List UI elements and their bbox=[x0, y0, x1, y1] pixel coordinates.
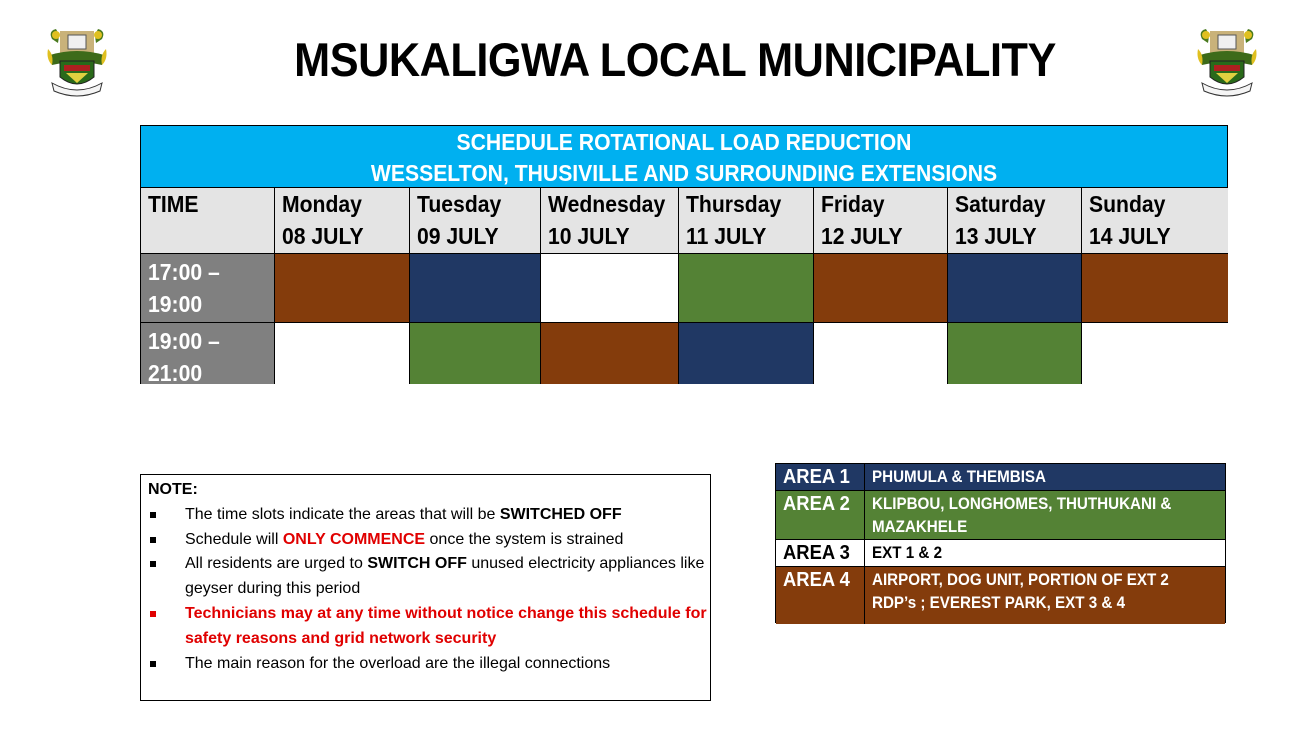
area-legend bbox=[775, 463, 1226, 623]
day-name: Monday bbox=[282, 191, 362, 217]
day-header bbox=[541, 188, 679, 254]
schedule-cell-area-2 bbox=[410, 323, 541, 384]
note-item: All residents are urged to SWITCH OFF unused electricity appliances like geyser during this period bbox=[148, 552, 710, 602]
notes-box bbox=[140, 474, 711, 701]
schedule-cell-area-4 bbox=[814, 254, 948, 323]
bullet-icon bbox=[150, 512, 156, 518]
schedule-cell-area-2 bbox=[948, 323, 1082, 384]
notes-list bbox=[148, 503, 710, 677]
note-item: Schedule will ONLY COMMENCE once the system is strained bbox=[148, 528, 710, 553]
area-name: AREA 2 bbox=[776, 491, 865, 539]
schedule-heading bbox=[141, 126, 1227, 188]
schedule-cell-area-1 bbox=[679, 323, 814, 384]
time-slot-start: 17:00 – bbox=[148, 259, 220, 285]
legend-row-area-3 bbox=[776, 540, 1225, 567]
note-item-warning: Technicians may at any time without notice change this schedule for safety reasons and grid network security bbox=[148, 602, 710, 652]
area-name: AREA 4 bbox=[776, 567, 865, 624]
time-slot bbox=[141, 323, 275, 384]
area-name: AREA 1 bbox=[776, 464, 865, 490]
day-date: 11 JULY bbox=[686, 223, 767, 249]
day-date: 12 JULY bbox=[821, 223, 903, 249]
schedule-cell-area-1 bbox=[410, 254, 541, 323]
bullet-icon bbox=[150, 561, 156, 567]
day-date: 09 JULY bbox=[417, 223, 499, 249]
time-header-label: TIME bbox=[148, 191, 199, 217]
time-header bbox=[141, 188, 275, 254]
day-name: Tuesday bbox=[417, 191, 502, 217]
schedule-cell-area-3 bbox=[275, 323, 410, 384]
schedule-table bbox=[140, 125, 1228, 384]
schedule-cell-area-3 bbox=[1082, 323, 1228, 384]
schedule-cell-area-4 bbox=[275, 254, 410, 323]
time-slot bbox=[141, 254, 275, 323]
day-name: Friday bbox=[821, 191, 885, 217]
day-header bbox=[410, 188, 541, 254]
day-name: Saturday bbox=[955, 191, 1046, 217]
day-header bbox=[948, 188, 1082, 254]
time-slot-end: 19:00 bbox=[148, 291, 203, 317]
schedule-heading-line2: WESSELTON, THUSIVILLE AND SURROUNDING EXTENSIONS bbox=[370, 160, 998, 186]
day-name: Thursday bbox=[686, 191, 782, 217]
day-header bbox=[275, 188, 410, 254]
schedule-heading-line1: SCHEDULE ROTATIONAL LOAD REDUCTION bbox=[456, 129, 912, 155]
legend-row-area-4 bbox=[776, 567, 1225, 624]
note-item: The time slots indicate the areas that will be SWITCHED OFF bbox=[148, 503, 710, 528]
day-name: Sunday bbox=[1089, 191, 1166, 217]
schedule-cell-area-4 bbox=[1082, 254, 1228, 323]
bullet-icon bbox=[150, 661, 156, 667]
time-slot-end: 21:00 bbox=[148, 360, 203, 386]
day-date: 08 JULY bbox=[282, 223, 364, 249]
bullet-icon bbox=[150, 537, 156, 543]
schedule-cell-area-2 bbox=[679, 254, 814, 323]
day-header bbox=[1082, 188, 1228, 254]
schedule-cell-area-3 bbox=[814, 323, 948, 384]
day-name: Wednesday bbox=[548, 191, 666, 217]
area-name: AREA 3 bbox=[776, 540, 865, 566]
area-description: PHUMULA & THEMBISA bbox=[872, 468, 1047, 486]
day-date: 14 JULY bbox=[1089, 223, 1171, 249]
schedule-cell-area-4 bbox=[541, 323, 679, 384]
schedule-cell-area-3 bbox=[541, 254, 679, 323]
bullet-icon bbox=[150, 611, 156, 617]
day-header bbox=[679, 188, 814, 254]
legend-row-area-2 bbox=[776, 491, 1225, 540]
page-title: MSUKALIGWA LOCAL MUNICIPALITY bbox=[294, 33, 1056, 86]
notes-title: NOTE: bbox=[148, 481, 198, 498]
note-item: The main reason for the overload are the illegal connections bbox=[148, 652, 710, 677]
schedule-cell-area-1 bbox=[948, 254, 1082, 323]
day-date: 10 JULY bbox=[548, 223, 630, 249]
area-description: KLIPBOU, LONGHOMES, THUTHUKANI & MAZAKHELE bbox=[872, 495, 1172, 536]
area-description: EXT 1 & 2 bbox=[872, 544, 943, 562]
day-header bbox=[814, 188, 948, 254]
legend-row-area-1 bbox=[776, 464, 1225, 491]
day-date: 13 JULY bbox=[955, 223, 1037, 249]
area-description: AIRPORT, DOG UNIT, PORTION OF EXT 2 RDP’s ; EVEREST PARK, EXT 3 & 4 bbox=[872, 571, 1169, 612]
time-slot-start: 19:00 – bbox=[148, 328, 220, 354]
